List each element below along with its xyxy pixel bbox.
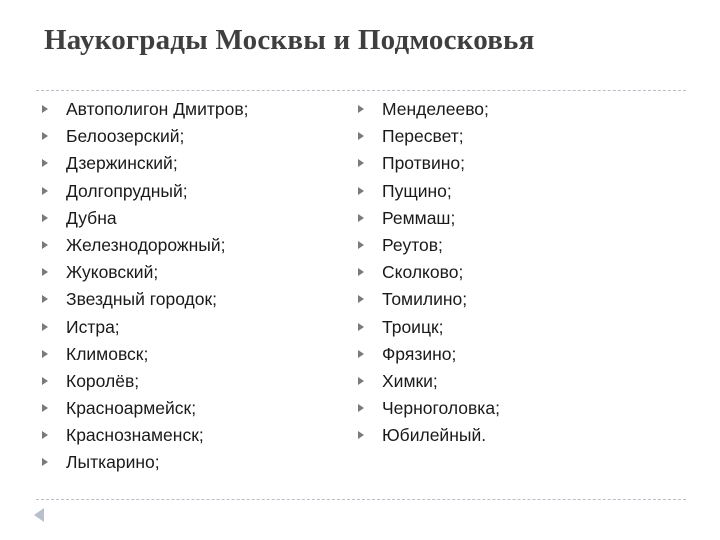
list-item (40, 286, 249, 313)
list-item-label: Реммаш; (382, 207, 456, 228)
list-item (356, 232, 500, 259)
list-item (40, 449, 249, 476)
list-item-label: Дубна (66, 207, 117, 228)
list-item (40, 96, 249, 123)
triangle-right-icon (42, 105, 48, 113)
list-item (356, 395, 500, 422)
list-item (40, 341, 249, 368)
list-item-label: Истра; (66, 316, 120, 337)
triangle-right-icon (358, 404, 364, 412)
triangle-right-icon (358, 241, 364, 249)
top-divider (36, 90, 686, 91)
triangle-right-icon (42, 431, 48, 439)
list-item-label: Протвино; (382, 153, 466, 174)
list-item-label: Жуковский; (66, 262, 159, 283)
triangle-right-icon (358, 323, 364, 331)
list-item (40, 150, 249, 177)
list-item (40, 123, 249, 150)
list-item (40, 368, 249, 395)
triangle-right-icon (42, 323, 48, 331)
triangle-right-icon (42, 350, 48, 358)
list-item (356, 178, 500, 205)
triangle-right-icon (358, 105, 364, 113)
triangle-right-icon (42, 458, 48, 466)
triangle-right-icon (358, 431, 364, 439)
list-item (356, 150, 500, 177)
list-item (356, 286, 500, 313)
list-item (40, 314, 249, 341)
list-item (40, 259, 249, 286)
list-item (40, 232, 249, 259)
list-item-label: Юбилейный. (382, 425, 487, 446)
list-item-label: Королёв; (66, 370, 140, 391)
triangle-right-icon (358, 377, 364, 385)
list-item-label: Сколково; (382, 262, 464, 283)
list-item-label: Автополигон Дмитров; (66, 99, 249, 119)
list-item-label: Пущино; (382, 180, 452, 201)
list-item-label: Звездный городок; (66, 289, 218, 310)
triangle-right-icon (358, 159, 364, 167)
list-item-label: Лыткарино; (66, 452, 160, 473)
list-item-label: Томилино; (382, 289, 468, 310)
list-item (356, 422, 500, 449)
triangle-right-icon (42, 404, 48, 412)
list-item (40, 422, 249, 449)
list-item (356, 368, 500, 395)
list-item-label: Долгопрудный; (66, 180, 188, 201)
triangle-right-icon (42, 187, 48, 195)
right-column-list (356, 96, 500, 449)
list-item-label: Красноармейск; (66, 398, 197, 419)
triangle-right-icon (42, 295, 48, 303)
triangle-right-icon (42, 159, 48, 167)
triangle-right-icon (42, 214, 48, 222)
triangle-right-icon (42, 268, 48, 276)
list-item (356, 96, 500, 123)
list-item-label: Дзержинский; (66, 153, 178, 174)
left-column-list (40, 96, 249, 477)
list-item-label: Фрязино; (382, 343, 457, 364)
list-item-label: Химки; (382, 370, 438, 391)
list-item-label: Черноголовка; (382, 398, 500, 419)
triangle-right-icon (358, 132, 364, 140)
list-item-label: Белоозерский; (66, 126, 185, 147)
list-item (356, 341, 500, 368)
list-item (356, 205, 500, 232)
triangle-right-icon (42, 377, 48, 385)
triangle-right-icon (42, 241, 48, 249)
list-item-label: Пересвет; (382, 126, 464, 147)
list-item-label: Климовск; (66, 343, 149, 364)
list-item (40, 178, 249, 205)
triangle-right-icon (358, 295, 364, 303)
list-item-label: Менделеево; (382, 99, 489, 119)
triangle-right-icon (358, 214, 364, 222)
list-item (40, 395, 249, 422)
triangle-right-icon (358, 268, 364, 276)
list-item (356, 259, 500, 286)
list-item-label: Железнодорожный; (66, 234, 226, 255)
bottom-divider (36, 499, 686, 500)
triangle-right-icon (358, 187, 364, 195)
list-item-label: Реутов; (382, 234, 443, 255)
triangle-right-icon (358, 350, 364, 358)
triangle-right-icon (42, 132, 48, 140)
slide-title: Наукограды Москвы и Подмосковья (44, 24, 535, 56)
list-item (356, 314, 500, 341)
triangle-left-icon[interactable] (34, 508, 44, 522)
list-item (356, 123, 500, 150)
list-item-label: Краснознаменск; (66, 425, 204, 446)
list-item-label: Троицк; (382, 316, 444, 337)
list-item (40, 205, 249, 232)
